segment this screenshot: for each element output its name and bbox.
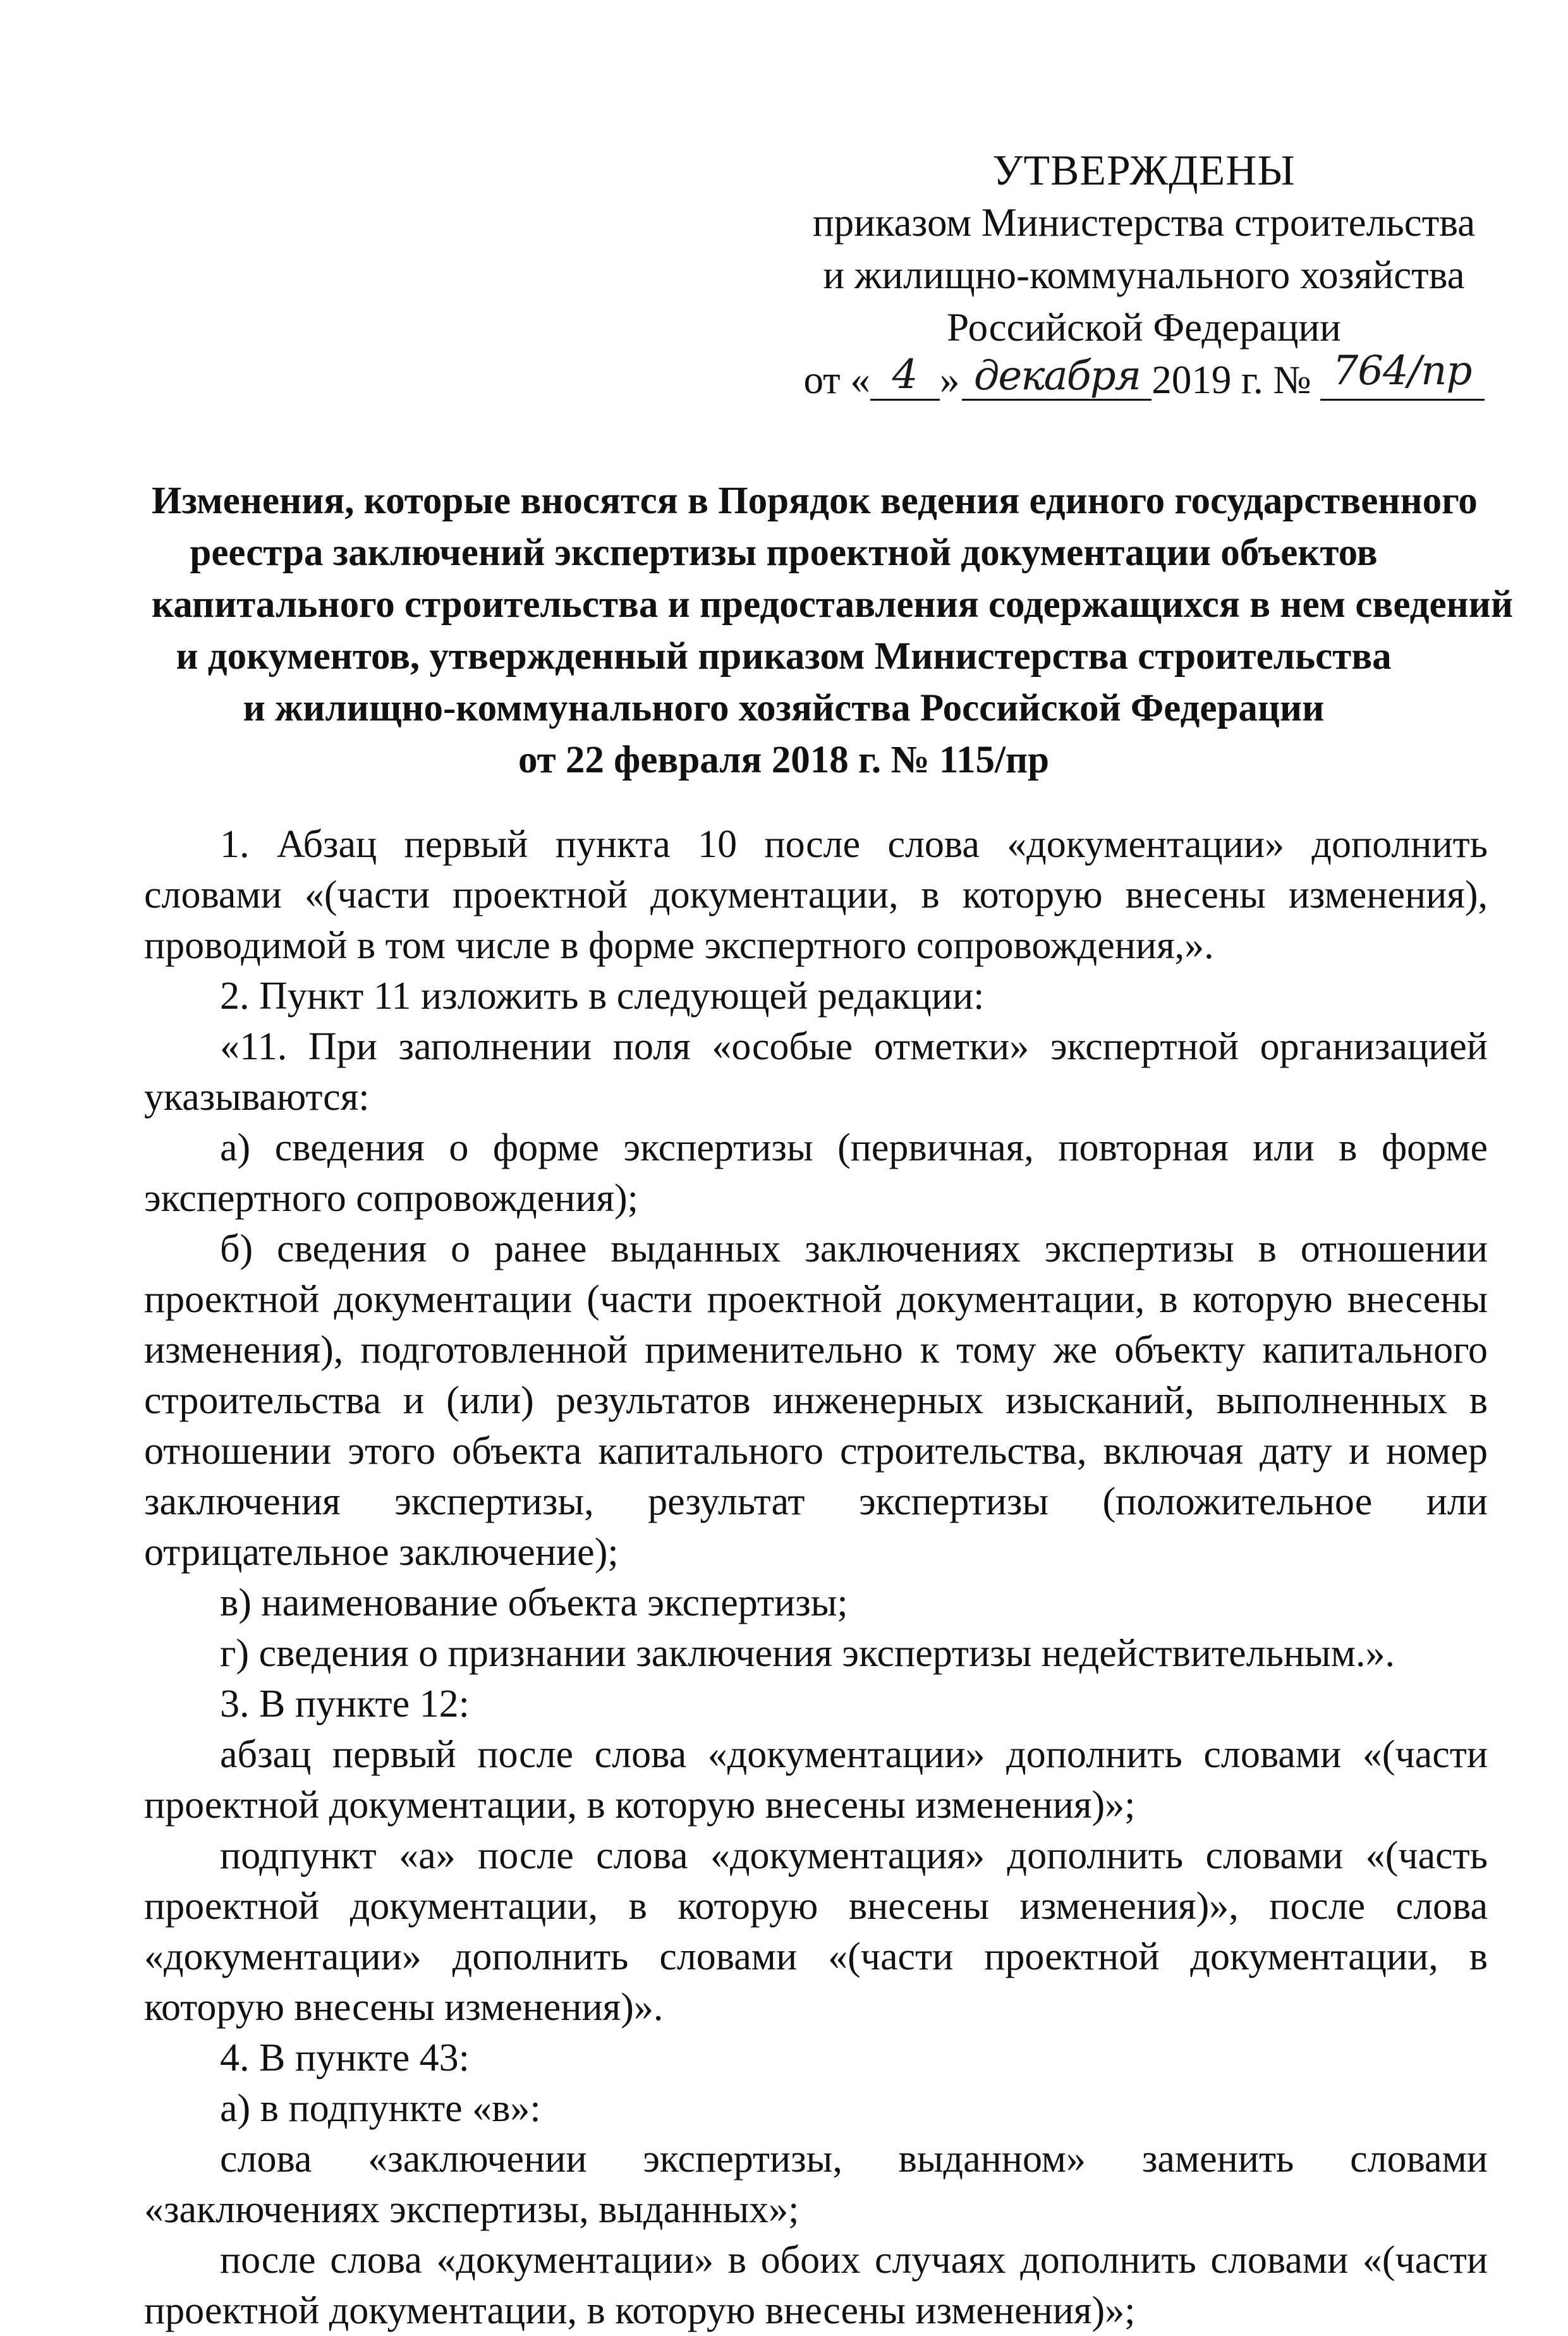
title-line: и документов, утвержденный приказом Министерства строительства [176, 635, 1392, 678]
number-handwritten: 764/пр [1332, 348, 1472, 394]
paragraph-5: б) сведения о ранее выданных заключениях экспертизы в отношении проектной документации (части проектной документации, в которую внесены изменения), подготовленной применительно к тому же объекту капитального строительства и (или) результатов инженерных изысканий, выполненных в отношении этого объекта капитального строительства, включая дату и номер заключения экспертизы, результат экспертизы (положительное или отрицательное заключение); [144, 1227, 1488, 1574]
paragraph-1: 1. Абзац первый пункта 10 после слова «документации» дополнить словами «(части проектной документации, в которую внесены изменения), проводимой в том числе в форме экспертного сопровождения,». [144, 823, 1488, 967]
paragraph-14: после слова «документации» в обоих случаях дополнить словами «(части проектной документации, в которую внесены изменения)»; [144, 2239, 1488, 2332]
approval-line-1: приказом Министерства строительства [812, 200, 1476, 245]
paragraph-10: подпункт «а» после слова «документация» дополнить словами «(часть проектной документации, в которую внесены изменения)», после слова «документации» дополнить словами «(части проектной документации, в которую внесены изменения)». [144, 1834, 1488, 2029]
title-line: реестра заключений экспертизы проектной документации объектов [190, 532, 1378, 574]
approval-line-2: и жилищно-коммунального хозяйства [823, 253, 1465, 297]
title-line: Изменения, которые вносятся в Порядок ведения единого государственного [152, 480, 1478, 522]
paragraph-8: 3. В пункте 12: [220, 1682, 470, 1725]
title-line: от 22 февраля 2018 г. № 115/пр [518, 739, 1050, 781]
date-prefix: от « [803, 358, 870, 402]
paragraph-11: 4. В пункте 43: [220, 2036, 470, 2079]
month-blank [962, 353, 1152, 401]
document-body [144, 819, 1488, 2336]
document-title [152, 475, 1513, 786]
title-line: капитального строительства и предоставления содержащихся в нем сведений [152, 583, 1513, 626]
approval-block [784, 144, 1504, 406]
paragraph-3: «11. При заполнении поля «особые отметки» экспертной организацией указываются: [144, 1025, 1488, 1119]
paragraph-4: а) сведения о форме экспертизы (первичная, повторная или в форме экспертного сопровождения); [144, 1126, 1488, 1220]
approval-date-line [784, 348, 1504, 406]
year-text: 2019 г. № [1152, 358, 1311, 402]
paragraph-12: а) в подпункте «в»: [220, 2087, 541, 2130]
date-quote-close: » [939, 358, 960, 402]
approval-heading: УТВЕРЖДЕНЫ [992, 146, 1296, 194]
day-blank [870, 351, 940, 401]
month-handwritten: декабря [973, 353, 1141, 399]
title-line: и жилищно-коммунального хозяйства Российской Федерации [243, 687, 1325, 729]
paragraph-7: г) сведения о признании заключения экспертизы недействительным.». [220, 1632, 1395, 1675]
day-handwritten: 4 [892, 351, 918, 398]
paragraph-9: абзац первый после слова «документации» дополнить словами «(части проектной документации, в которую внесены изменения)»; [144, 1733, 1488, 1827]
paragraph-13: слова «заключении экспертизы, выданном» заменить словами «заключениях экспертизы, выданных»; [144, 2138, 1488, 2231]
paragraph-2: 2. Пункт 11 изложить в следующей редакции: [220, 975, 985, 1018]
number-blank [1320, 348, 1485, 401]
paragraph-6: в) наименование объекта экспертизы; [220, 1581, 848, 1624]
approval-line-3: Российской Федерации [947, 305, 1341, 350]
